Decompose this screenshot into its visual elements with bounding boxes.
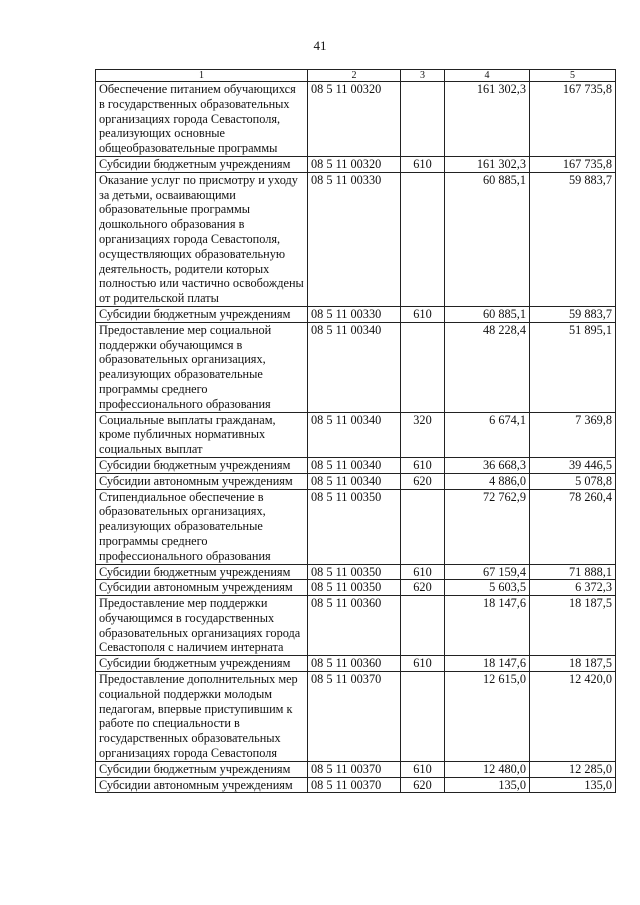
row-code-cell: 08 5 11 00340 bbox=[308, 322, 401, 412]
table-row bbox=[96, 322, 616, 412]
row-amount-year2-cell: 51 895,1 bbox=[530, 322, 616, 412]
table-row bbox=[96, 656, 616, 672]
row-expense-type-cell: 610 bbox=[401, 457, 445, 473]
row-amount-year2-cell: 167 735,8 bbox=[530, 82, 616, 157]
row-amount-year1-cell: 18 147,6 bbox=[445, 596, 530, 656]
table-row bbox=[96, 82, 616, 157]
table-row bbox=[96, 564, 616, 580]
row-name-cell: Обеспечение питанием обучающихся в государственных образовательных организациях города Севастополя, реализующих основные общеобразовательные программы bbox=[96, 82, 308, 157]
row-amount-year2-cell: 12 420,0 bbox=[530, 672, 616, 762]
page-number: 41 bbox=[313, 38, 327, 53]
row-code-cell: 08 5 11 00350 bbox=[308, 489, 401, 564]
row-code-cell: 08 5 11 00330 bbox=[308, 172, 401, 306]
table-row bbox=[96, 596, 616, 656]
table-row bbox=[96, 761, 616, 777]
table-row bbox=[96, 457, 616, 473]
row-expense-type-cell: 620 bbox=[401, 580, 445, 596]
column-header: 3 bbox=[401, 70, 445, 82]
row-amount-year2-cell: 7 369,8 bbox=[530, 412, 616, 457]
table-row bbox=[96, 777, 616, 793]
row-code-cell: 08 5 11 00340 bbox=[308, 412, 401, 457]
row-expense-type-cell: 610 bbox=[401, 564, 445, 580]
table-row bbox=[96, 489, 616, 564]
row-amount-year2-cell: 167 735,8 bbox=[530, 156, 616, 172]
row-expense-type-cell bbox=[401, 489, 445, 564]
row-code-cell: 08 5 11 00340 bbox=[308, 457, 401, 473]
row-amount-year1-cell: 72 762,9 bbox=[445, 489, 530, 564]
row-name-cell: Субсидии бюджетным учреждениям bbox=[96, 656, 308, 672]
column-header: 1 bbox=[96, 70, 308, 82]
row-amount-year2-cell: 12 285,0 bbox=[530, 761, 616, 777]
row-name-cell: Стипендиальное обеспечение в образовательных организациях, реализующих образовательные программы среднего профессионального образования bbox=[96, 489, 308, 564]
row-code-cell: 08 5 11 00360 bbox=[308, 596, 401, 656]
row-name-cell: Субсидии автономным учреждениям bbox=[96, 473, 308, 489]
table-row bbox=[96, 306, 616, 322]
row-expense-type-cell bbox=[401, 322, 445, 412]
row-code-cell: 08 5 11 00340 bbox=[308, 473, 401, 489]
row-name-cell: Субсидии бюджетным учреждениям bbox=[96, 306, 308, 322]
row-amount-year2-cell: 135,0 bbox=[530, 777, 616, 793]
row-amount-year2-cell: 6 372,3 bbox=[530, 580, 616, 596]
row-amount-year2-cell: 18 187,5 bbox=[530, 656, 616, 672]
row-name-cell: Социальные выплаты гражданам, кроме публичных нормативных социальных выплат bbox=[96, 412, 308, 457]
row-amount-year1-cell: 36 668,3 bbox=[445, 457, 530, 473]
budget-table bbox=[95, 69, 616, 793]
row-name-cell: Субсидии бюджетным учреждениям bbox=[96, 564, 308, 580]
row-amount-year1-cell: 5 603,5 bbox=[445, 580, 530, 596]
row-amount-year2-cell: 18 187,5 bbox=[530, 596, 616, 656]
table-row bbox=[96, 580, 616, 596]
column-header: 2 bbox=[308, 70, 401, 82]
row-code-cell: 08 5 11 00370 bbox=[308, 761, 401, 777]
row-expense-type-cell bbox=[401, 672, 445, 762]
row-amount-year1-cell: 135,0 bbox=[445, 777, 530, 793]
row-amount-year1-cell: 67 159,4 bbox=[445, 564, 530, 580]
row-code-cell: 08 5 11 00350 bbox=[308, 580, 401, 596]
row-amount-year1-cell: 60 885,1 bbox=[445, 306, 530, 322]
row-amount-year1-cell: 6 674,1 bbox=[445, 412, 530, 457]
row-expense-type-cell: 610 bbox=[401, 306, 445, 322]
row-amount-year2-cell: 39 446,5 bbox=[530, 457, 616, 473]
row-name-cell: Субсидии автономным учреждениям bbox=[96, 777, 308, 793]
row-expense-type-cell: 320 bbox=[401, 412, 445, 457]
row-code-cell: 08 5 11 00320 bbox=[308, 156, 401, 172]
row-code-cell: 08 5 11 00370 bbox=[308, 777, 401, 793]
row-expense-type-cell bbox=[401, 82, 445, 157]
row-amount-year1-cell: 60 885,1 bbox=[445, 172, 530, 306]
table-body bbox=[96, 82, 616, 793]
row-amount-year2-cell: 71 888,1 bbox=[530, 564, 616, 580]
table-row bbox=[96, 412, 616, 457]
row-name-cell: Субсидии автономным учреждениям bbox=[96, 580, 308, 596]
row-amount-year1-cell: 18 147,6 bbox=[445, 656, 530, 672]
row-code-cell: 08 5 11 00360 bbox=[308, 656, 401, 672]
table-header-row bbox=[96, 70, 616, 82]
row-name-cell: Предоставление мер социальной поддержки обучающимся в образовательных организациях, реализующих образовательные программы среднего профессионального образования bbox=[96, 322, 308, 412]
table-row bbox=[96, 672, 616, 762]
row-code-cell: 08 5 11 00370 bbox=[308, 672, 401, 762]
row-amount-year1-cell: 12 615,0 bbox=[445, 672, 530, 762]
row-code-cell: 08 5 11 00330 bbox=[308, 306, 401, 322]
row-amount-year1-cell: 48 228,4 bbox=[445, 322, 530, 412]
row-name-cell: Субсидии бюджетным учреждениям bbox=[96, 761, 308, 777]
row-amount-year1-cell: 161 302,3 bbox=[445, 82, 530, 157]
row-expense-type-cell: 620 bbox=[401, 777, 445, 793]
row-amount-year2-cell: 78 260,4 bbox=[530, 489, 616, 564]
row-expense-type-cell bbox=[401, 172, 445, 306]
row-code-cell: 08 5 11 00320 bbox=[308, 82, 401, 157]
row-expense-type-cell bbox=[401, 596, 445, 656]
row-name-cell: Субсидии бюджетным учреждениям bbox=[96, 156, 308, 172]
row-amount-year2-cell: 59 883,7 bbox=[530, 306, 616, 322]
row-expense-type-cell: 610 bbox=[401, 156, 445, 172]
row-name-cell: Субсидии бюджетным учреждениям bbox=[96, 457, 308, 473]
row-name-cell: Предоставление дополнительных мер социальной поддержки молодым педагогам, впервые приступившим к работе по специальности в государственных образовательных организациях города Севастополя bbox=[96, 672, 308, 762]
row-name-cell: Оказание услуг по присмотру и уходу за детьми, осваивающими образовательные программы дошкольного образования в организациях города Севастополя, осуществляющих образовательную деятельность, родители которых полностью или частично освобождены от родительской платы bbox=[96, 172, 308, 306]
row-expense-type-cell: 610 bbox=[401, 761, 445, 777]
row-amount-year2-cell: 5 078,8 bbox=[530, 473, 616, 489]
row-amount-year1-cell: 4 886,0 bbox=[445, 473, 530, 489]
row-amount-year2-cell: 59 883,7 bbox=[530, 172, 616, 306]
column-header: 5 bbox=[530, 70, 616, 82]
table-row bbox=[96, 473, 616, 489]
row-expense-type-cell: 620 bbox=[401, 473, 445, 489]
column-header: 4 bbox=[445, 70, 530, 82]
table-row bbox=[96, 172, 616, 306]
row-expense-type-cell: 610 bbox=[401, 656, 445, 672]
row-name-cell: Предоставление мер поддержки обучающимся в государственных образовательных организациях города Севастополя с наличием интерната bbox=[96, 596, 308, 656]
row-amount-year1-cell: 161 302,3 bbox=[445, 156, 530, 172]
table-row bbox=[96, 156, 616, 172]
row-code-cell: 08 5 11 00350 bbox=[308, 564, 401, 580]
row-amount-year1-cell: 12 480,0 bbox=[445, 761, 530, 777]
